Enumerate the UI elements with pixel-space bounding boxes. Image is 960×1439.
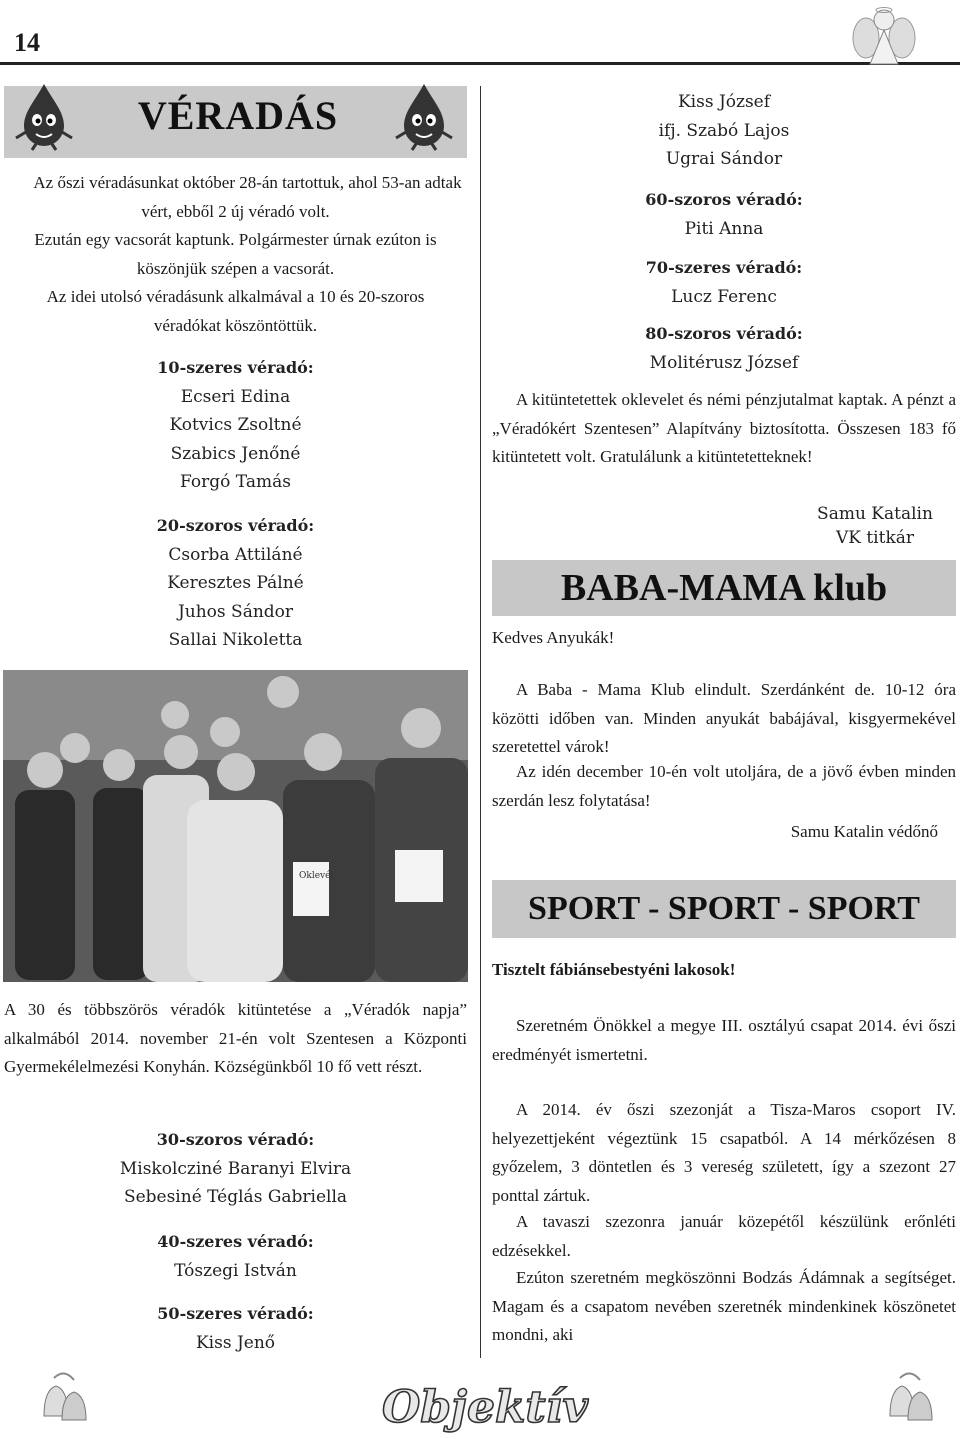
objektiv-logo bbox=[360, 1376, 610, 1436]
group-80 bbox=[492, 320, 956, 377]
signature-text: Samu Katalin védőnő bbox=[790, 822, 938, 841]
donor-name: Molitérusz József bbox=[649, 352, 799, 373]
donor-name: Juhos Sándor bbox=[177, 601, 294, 622]
booklet-label: Oklevél bbox=[299, 871, 334, 881]
page-number: 14 bbox=[14, 28, 40, 57]
donor-name: Sallai Nikoletta bbox=[168, 630, 303, 650]
group-heading: 20-szoros véradó: bbox=[156, 516, 315, 535]
group-photo-image bbox=[3, 670, 468, 982]
donor-name: Kotvics Zsoltné bbox=[169, 415, 302, 435]
signature-name: Samu Katalin bbox=[817, 504, 933, 524]
group-heading: 40-szeres véradó: bbox=[157, 1232, 314, 1251]
group-photo bbox=[3, 670, 468, 982]
donor-name: Miskolcziné Baranyi Elvira bbox=[119, 1158, 352, 1179]
babamama-paragraph: A Baba - Mama Klub elindult. Szerdánként de. 10-12 óra közötti időben van. Minden anyukát babájával, kisgyermekével szeretettel várok! bbox=[492, 680, 956, 756]
donor-name: Kiss József bbox=[677, 92, 771, 112]
donor-name: Kiss Jenő bbox=[195, 1332, 276, 1353]
intro-paragraph: Az idei utolsó véradásunk alkalmával a 10 és 20-szoros véradókat köszöntöttük. bbox=[46, 287, 425, 335]
group-heading: 70-szeres véradó: bbox=[645, 258, 803, 277]
group-20 bbox=[4, 512, 467, 655]
footer-logo-text: Objektív bbox=[381, 1382, 589, 1433]
donor-name: Piti Anna bbox=[684, 218, 764, 239]
group-heading: 30-szoros véradó: bbox=[156, 1130, 315, 1149]
sport-paragraph: Szeretném Önökkel a megye III. osztályú csapat 2014. évi őszi eredményét ismertetni. bbox=[492, 1016, 956, 1064]
column-divider bbox=[480, 86, 481, 1358]
sport-paragraph: Ezúton szeretném megköszönni Bodzás Ádámnak a segítséget. Magam és a csapatom nevében szeretnék mindenkinek köszönetet mondni, aki bbox=[492, 1268, 956, 1344]
signature-role: VK titkár bbox=[835, 528, 915, 548]
header-rule bbox=[0, 62, 960, 65]
donor-name: Ugrai Sándor bbox=[665, 149, 783, 169]
group-50 bbox=[4, 1300, 467, 1357]
donor-name: Szabics Jenőné bbox=[170, 443, 301, 464]
veradas-title: VÉRADÁS bbox=[137, 93, 339, 138]
babamama-paragraph: Az idén december 10-én volt utoljára, de a jövő évben minden szerdán lesz folytatása! bbox=[492, 762, 956, 810]
group-50-continued bbox=[492, 88, 956, 174]
group-10 bbox=[4, 354, 467, 497]
angel-icon bbox=[852, 4, 916, 68]
donor-name: Sebesiné Téglás Gabriella bbox=[123, 1187, 348, 1207]
donor-name: Csorba Attiláné bbox=[168, 544, 303, 565]
babamama-title: BABA-MAMA klub bbox=[492, 560, 956, 616]
donor-name: Ecseri Edina bbox=[180, 386, 291, 407]
group-70 bbox=[492, 254, 956, 311]
sport-greeting: Tisztelt fábiánsebestyéni lakosok! bbox=[492, 960, 736, 979]
sport-title: SPORT - SPORT - SPORT bbox=[492, 880, 956, 938]
blood-drop-mascot-icon bbox=[392, 80, 456, 152]
group-heading: 80-szoros véradó: bbox=[645, 324, 803, 343]
donor-name: Tószegi István bbox=[174, 1260, 297, 1281]
group-heading: 10-szeres véradó: bbox=[157, 358, 314, 377]
group-60 bbox=[492, 186, 956, 243]
intro-paragraph: Ezután egy vacsorát kaptunk. Polgármester úrnak ezúton is köszönjük szépen a vacsorát. bbox=[34, 230, 437, 278]
donor-name: Forgó Tamás bbox=[180, 472, 291, 492]
group-30 bbox=[4, 1126, 467, 1212]
veradas-signature bbox=[800, 502, 950, 550]
babamama-greeting: Kedves Anyukák! bbox=[492, 628, 615, 647]
group-heading: 50-szeres véradó: bbox=[157, 1304, 314, 1323]
christmas-bells-icon bbox=[34, 1366, 94, 1436]
sport-paragraph: A 2014. év őszi szezonját a Tisza-Maros csoport IV. helyezettjeként végeztünk 15 csapatból. A 14 mérkőzésen 8 győzelem, 3 döntetlen és 3 vereség született, így a szezont 27 ponttal zártuk. bbox=[492, 1100, 956, 1205]
closing-paragraph: A kitüntetettek oklevelet és némi pénzjutalmat kaptak. A pénzt a „Véradókért Szentesen” Alapítvány biztosította. Összesen 183 fő kitüntetett volt. Gratulálunk a kitüntetetteknek! bbox=[492, 390, 956, 466]
veradas-intro bbox=[4, 169, 467, 340]
donor-name: ifj. Szabó Lajos bbox=[658, 120, 790, 141]
group-40 bbox=[4, 1228, 467, 1285]
intro-paragraph: Az őszi véradásunkat október 28-án tartottuk, ahol 53-an adtak vért, ebből 2 új véradó volt. bbox=[33, 173, 462, 221]
babamama-signature bbox=[492, 818, 956, 847]
christmas-bells-icon bbox=[880, 1366, 940, 1436]
donor-name: Keresztes Pálné bbox=[167, 573, 304, 593]
award-paragraph: A 30 és többszörös véradók kitüntetése a „Véradók napja” alkalmából 2014. november 21-én volt Szentesen a Központi Gyermekélelmezési Konyhán. Községünkből 10 fő vett részt. bbox=[4, 1000, 467, 1076]
donor-name: Lucz Ferenc bbox=[671, 286, 777, 307]
blood-drop-mascot-icon bbox=[12, 80, 76, 152]
sport-paragraph: A tavaszi szezonra január közepétől készülünk erőnléti edzésekkel. bbox=[492, 1212, 956, 1260]
group-heading: 60-szoros véradó: bbox=[645, 190, 803, 209]
